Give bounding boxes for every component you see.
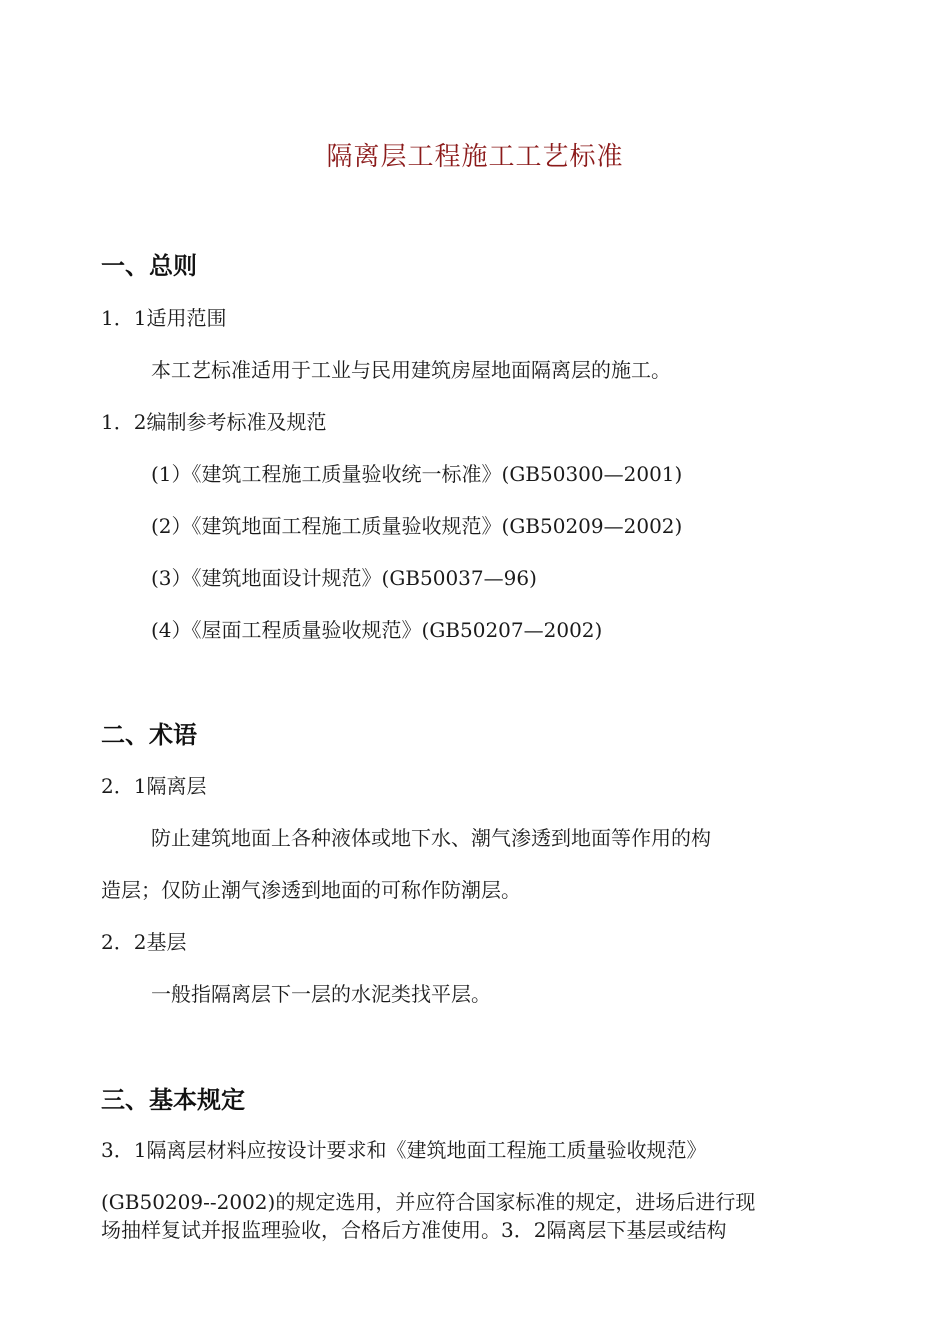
paragraph-rule-line1: 3．1隔离层材料应按设计要求和《建筑地面工程施工质量验收规范》 — [101, 1138, 707, 1162]
paragraph-isolation-layer-line1: 防止建筑地面上各种液体或地下水、潮气渗透到地面等作用的构 — [151, 826, 711, 850]
paragraph-isolation-layer-line2: 造层；仅防止潮气渗透到地面的可称作防潮层。 — [101, 878, 521, 902]
paragraph-rule-line3: 场抽样复试并报监理验收，合格后方准使用。3．2隔离层下基层或结构 — [101, 1218, 727, 1242]
reference-item: (4）《屋面工程质量验收规范》(GB50207—2002) — [151, 618, 603, 642]
section-heading-terms: 二、术语 — [101, 721, 197, 749]
subsection-scope: 1．1适用范围 — [101, 306, 227, 330]
paragraph-base-layer: 一般指隔离层下一层的水泥类找平层。 — [151, 982, 491, 1006]
reference-item: (1）《建筑工程施工质量验收统一标准》(GB50300—2001) — [151, 462, 683, 486]
reference-item: (2）《建筑地面工程施工质量验收规范》(GB50209—2002) — [151, 514, 683, 538]
subsection-references: 1．2编制参考标准及规范 — [101, 410, 327, 434]
section-heading-general: 一、总则 — [101, 252, 197, 280]
section-heading-basic-rules: 三、基本规定 — [101, 1086, 245, 1114]
reference-item: (3）《建筑地面设计规范》(GB50037—96) — [151, 566, 537, 590]
subsection-base-layer: 2．2基层 — [101, 930, 187, 954]
paragraph-rule-line2: (GB50209--2002)的规定选用，并应符合国家标准的规定，进场后进行现 — [101, 1190, 756, 1214]
subsection-isolation-layer: 2．1隔离层 — [101, 774, 207, 798]
document-title: 隔离层工程施工工艺标准 — [326, 142, 624, 172]
paragraph-scope: 本工艺标准适用于工业与民用建筑房屋地面隔离层的施工。 — [151, 358, 671, 382]
